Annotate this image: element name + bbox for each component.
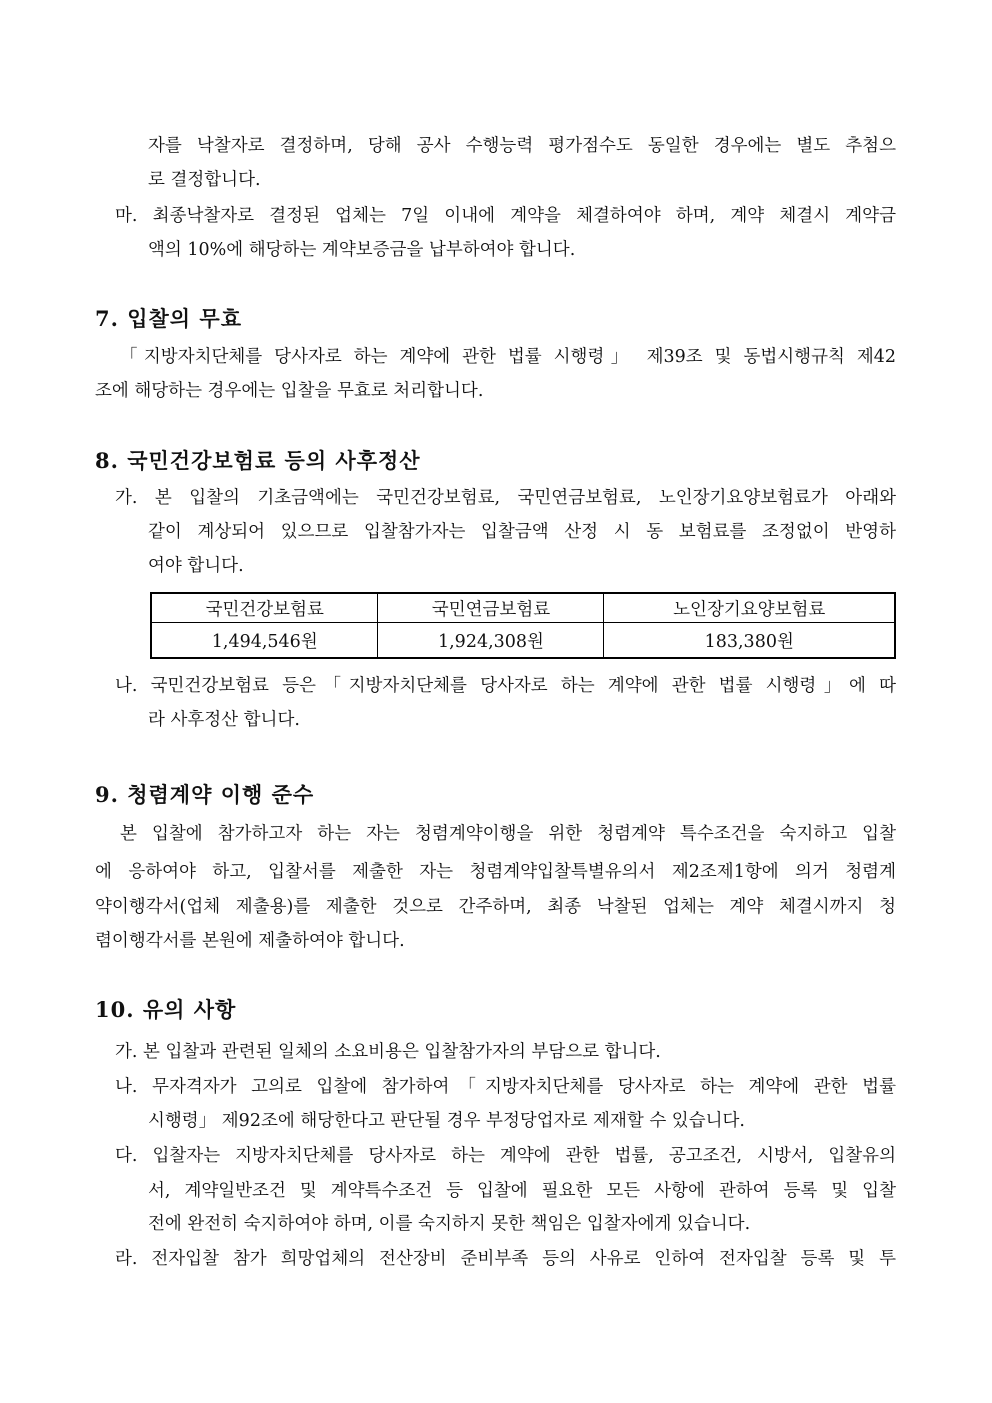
table-header-row — [151, 593, 895, 623]
table-header-cell: 국민연금보험료 — [378, 593, 604, 623]
text-line: 같이 계상되어 있으므로 입찰참가자는 입찰금액 산정 시 동 보험료를 조정없이 반영하 — [148, 522, 896, 542]
table-cell: 1,924,308원 — [378, 623, 604, 659]
text-line: 여야 합니다. — [148, 556, 244, 576]
table-row — [151, 623, 895, 659]
text-line: 렴이행각서를 본원에 제출하여야 합니다. — [95, 931, 405, 951]
section-9-heading: 9. 청렴계약 이행 준수 — [95, 782, 315, 807]
table-header-cell: 노인장기요양보험료 — [604, 593, 895, 623]
text-line: 서, 계약일반조건 및 계약특수조건 등 입찰에 필요한 모든 사항에 관하여 등록 및 입찰 — [148, 1181, 896, 1201]
section-10-heading: 10. 유의 사항 — [95, 997, 237, 1022]
text-line: 시행령」 제92조에 해당한다고 판단될 경우 부정당업자로 제재할 수 있습니다. — [148, 1111, 745, 1131]
insurance-table — [150, 592, 896, 659]
table-cell: 1,494,546원 — [151, 623, 378, 659]
text-line: 조에 해당하는 경우에는 입찰을 무효로 처리합니다. — [95, 381, 484, 401]
table-cell: 183,380원 — [604, 623, 895, 659]
text-line: 액의 10%에 해당하는 계약보증금을 납부하여야 합니다. — [148, 240, 576, 260]
section-8-heading: 8. 국민건강보험료 등의 사후정산 — [95, 448, 421, 473]
text-line: 가. 본 입찰의 기초금액에는 국민건강보험료, 국민연금보험료, 노인장기요양보험료가 아래와 — [115, 488, 896, 508]
text-line: 약이행각서(업체 제출용)를 제출한 것으로 간주하며, 최종 낙찰된 업체는 계약 체결시까지 청 — [95, 897, 896, 917]
text-line: 본 입찰에 참가하고자 하는 자는 청렴계약이행을 위한 청렴계약 특수조건을 숙지하고 입찰 — [120, 824, 896, 844]
text-line: 라 사후정산 합니다. — [148, 710, 300, 730]
text-line: 자를 낙찰자로 결정하며, 당해 공사 수행능력 평가점수도 동일한 경우에는 별도 추첨으 — [148, 136, 896, 156]
table-header-cell: 국민건강보험료 — [151, 593, 378, 623]
text-line: 마. 최종낙찰자로 결정된 업체는 7일 이내에 계약을 체결하여야 하며, 계약 체결시 계약금 — [115, 206, 896, 226]
text-line: 「지방자치단체를 당사자로 하는 계약에 관한 법률 시행령」 제39조 및 동법시행규칙 제42 — [120, 347, 896, 367]
text-line: 가. 본 입찰과 관련된 일체의 소요비용은 입찰참가자의 부담으로 합니다. — [115, 1042, 661, 1062]
section-7-heading: 7. 입찰의 무효 — [95, 306, 242, 331]
text-line: 라. 전자입찰 참가 희망업체의 전산장비 준비부족 등의 사유로 인하여 전자입찰 등록 및 투 — [115, 1249, 896, 1269]
text-line: 에 응하여야 하고, 입찰서를 제출한 자는 청렴계약입찰특별유의서 제2조제1항에 의거 청렴계 — [95, 862, 896, 882]
text-line: 나. 무자격자가 고의로 입찰에 참가하여「지방자치단체를 당사자로 하는 계약에 관한 법률 — [115, 1077, 896, 1097]
text-line: 전에 완전히 숙지하여야 하며, 이를 숙지하지 못한 책임은 입찰자에게 있습니다. — [148, 1214, 751, 1234]
text-line: 로 결정합니다. — [148, 170, 261, 190]
text-line: 나. 국민건강보험료 등은「지방자치단체를 당사자로 하는 계약에 관한 법률 시행령」에 따 — [115, 676, 896, 696]
text-line: 다. 입찰자는 지방자치단체를 당사자로 하는 계약에 관한 법률, 공고조건, 시방서, 입찰유의 — [115, 1146, 896, 1166]
